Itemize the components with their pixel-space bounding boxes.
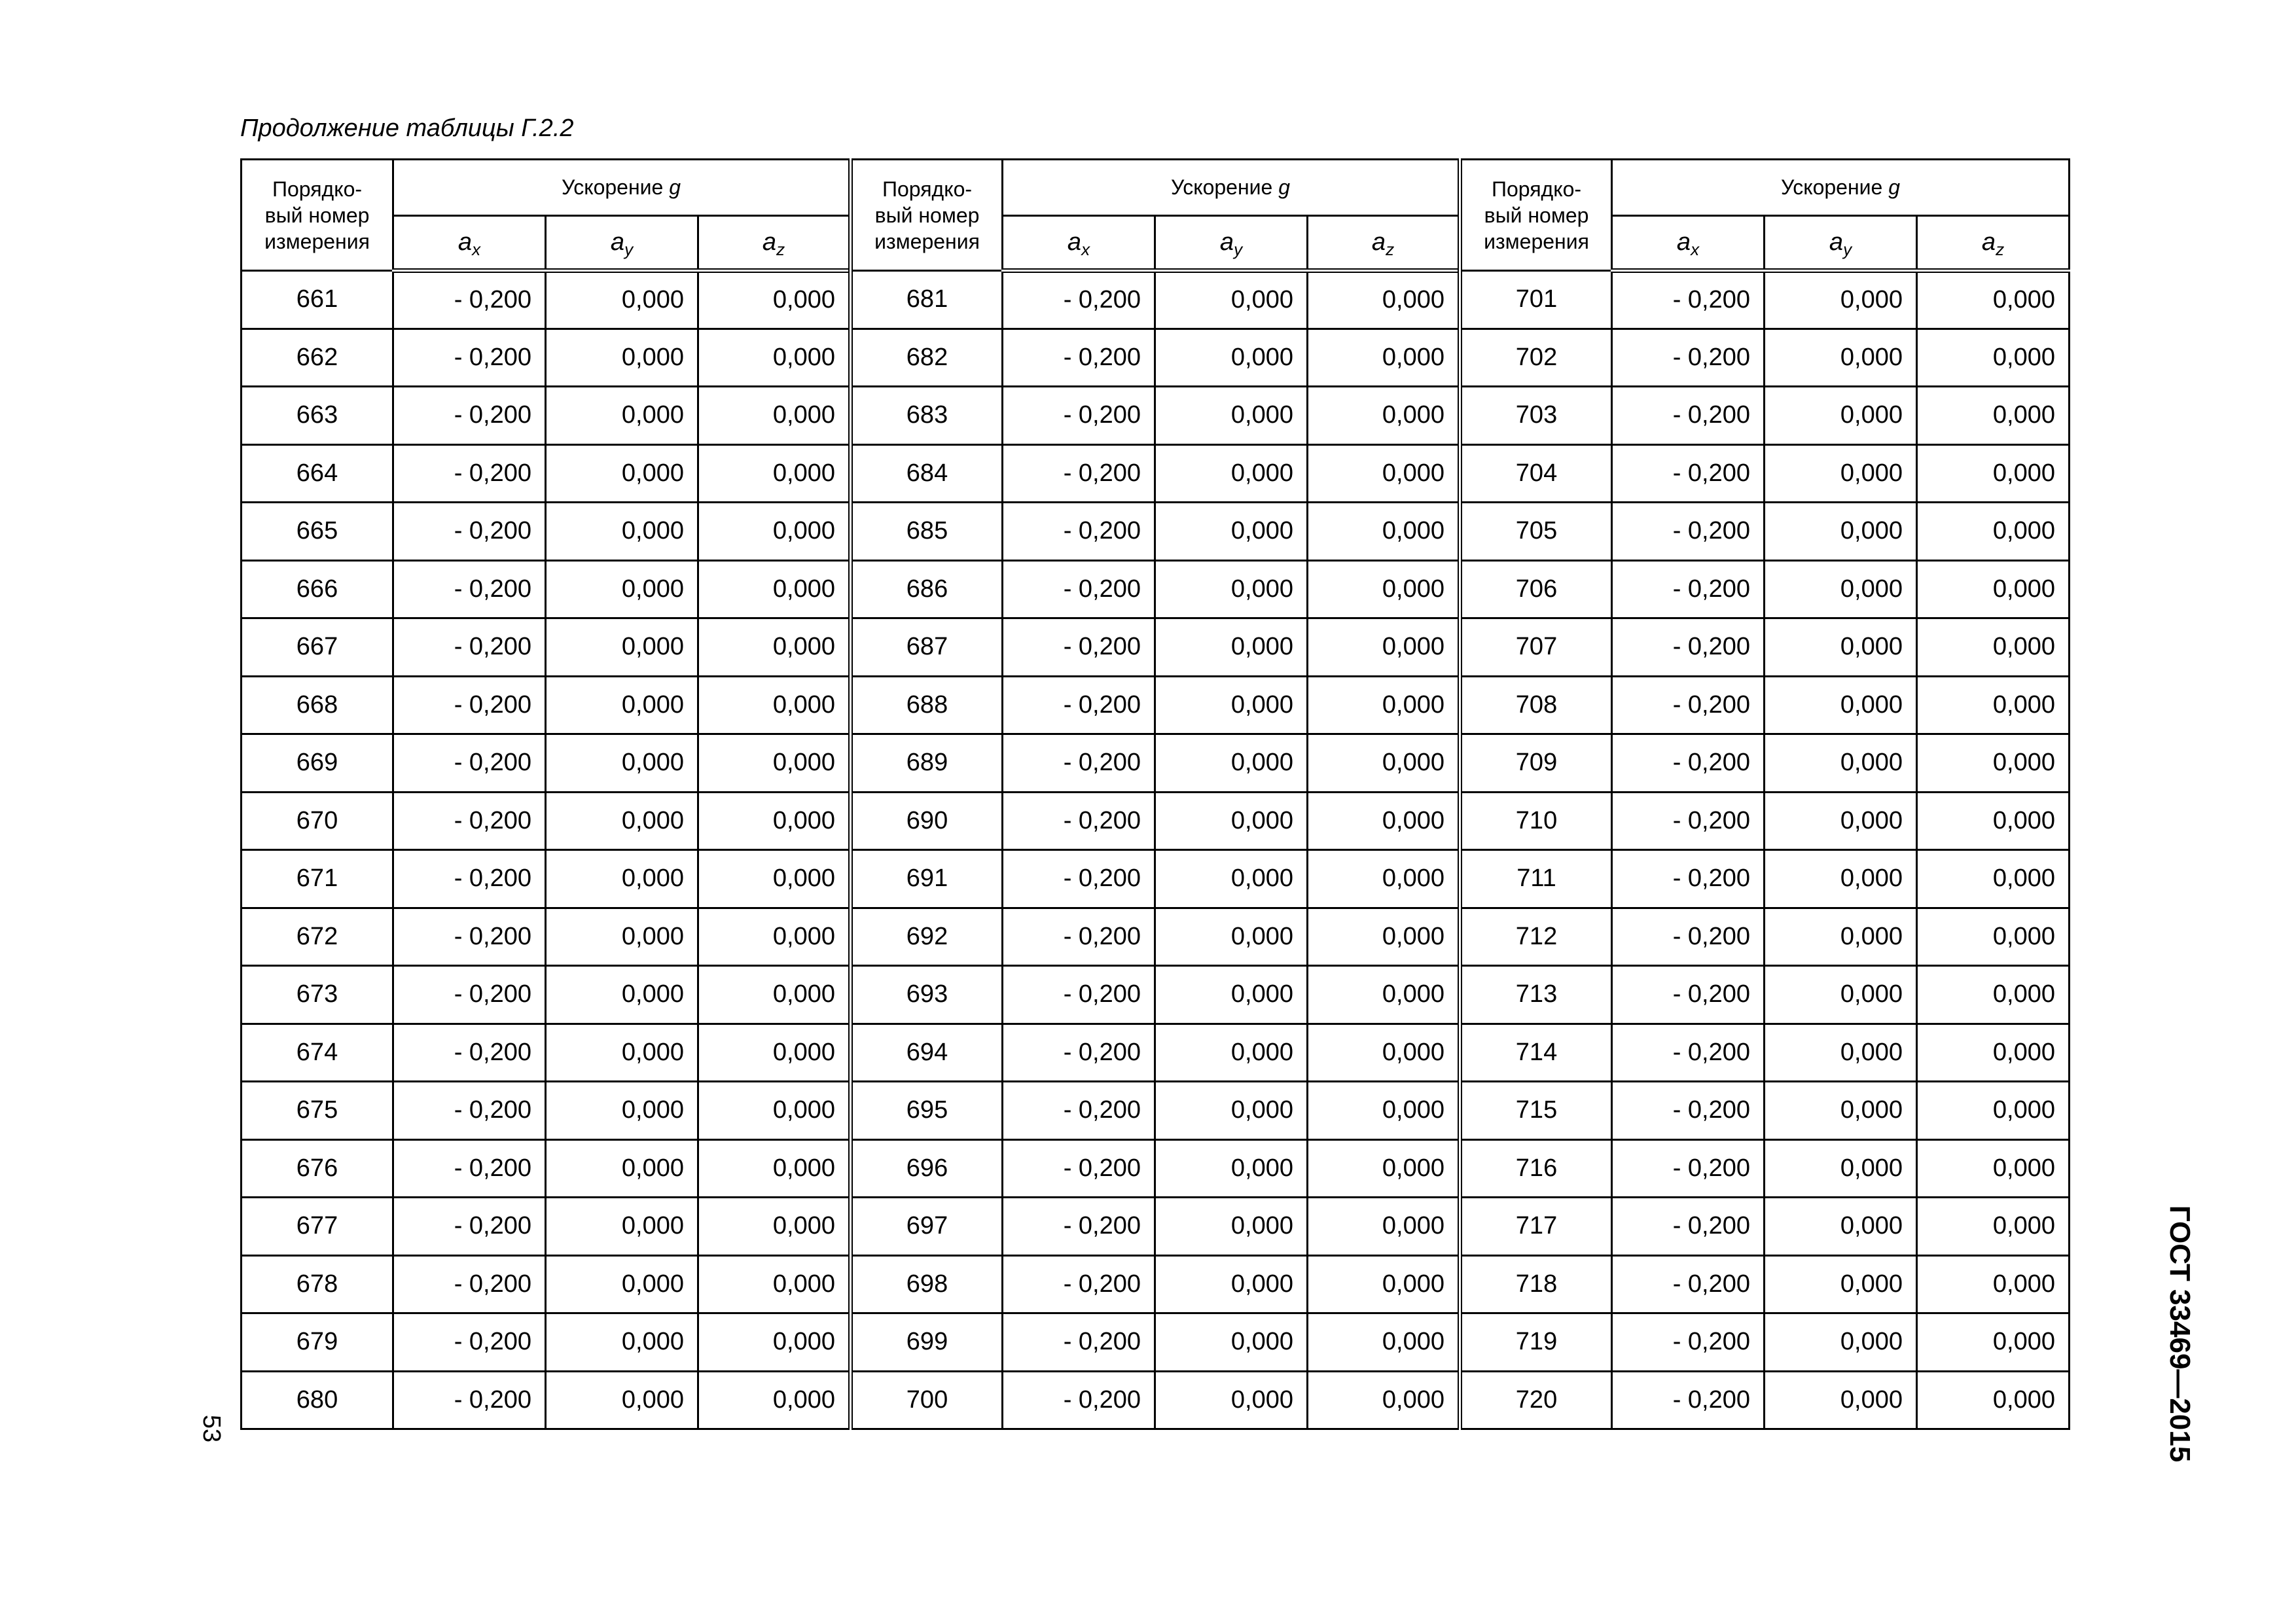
acceleration-cell: 0,000 <box>698 1024 851 1082</box>
measurement-number-cell: 690 <box>851 792 1003 850</box>
acceleration-cell: 0,000 <box>1917 1139 2070 1198</box>
measurement-number-cell: 684 <box>851 444 1003 503</box>
acceleration-cell: 0,000 <box>1308 1313 1460 1372</box>
table-row <box>242 908 2070 966</box>
table-row <box>242 444 2070 503</box>
acceleration-cell: 0,000 <box>1155 850 1308 908</box>
acceleration-cell: 0,000 <box>546 387 698 445</box>
acceleration-cell: 0,000 <box>698 1371 851 1429</box>
acceleration-cell: 0,000 <box>698 966 851 1024</box>
table-row <box>242 966 2070 1024</box>
table-row <box>242 850 2070 908</box>
acceleration-cell: 0,000 <box>1765 1198 1917 1256</box>
acceleration-cell: - 0,200 <box>1612 329 1765 387</box>
acceleration-cell: - 0,200 <box>1003 1255 1155 1313</box>
table-row <box>242 618 2070 677</box>
acceleration-cell: 0,000 <box>1765 1313 1917 1372</box>
acceleration-cell: 0,000 <box>1155 966 1308 1024</box>
acceleration-cell: 0,000 <box>1308 792 1460 850</box>
measurement-number-cell: 705 <box>1460 503 1612 561</box>
table-header <box>242 160 2070 271</box>
acceleration-cell: 0,000 <box>546 618 698 677</box>
measurement-number-cell: 686 <box>851 560 1003 618</box>
measurement-number-cell: 669 <box>242 734 393 793</box>
measurement-number-cell: 680 <box>242 1371 393 1429</box>
header-axis-ax: $a_x$ <box>393 216 546 271</box>
acceleration-cell: - 0,200 <box>1003 734 1155 793</box>
acceleration-cell: 0,000 <box>546 1082 698 1140</box>
acceleration-cell: 0,000 <box>546 850 698 908</box>
acceleration-cell: 0,000 <box>1155 1198 1308 1256</box>
measurement-number-cell: 713 <box>1460 966 1612 1024</box>
acceleration-cell: 0,000 <box>1917 908 2070 966</box>
acceleration-cell: 0,000 <box>1765 1139 1917 1198</box>
document-code: ГОСТ 33469—2015 <box>2164 1205 2196 1463</box>
header-acceleration-group: Ускорение g <box>393 160 851 216</box>
measurement-number-cell: 671 <box>242 850 393 908</box>
header-axis-az: $a_z$ <box>698 216 851 271</box>
acceleration-cell: 0,000 <box>698 908 851 966</box>
acceleration-cell: 0,000 <box>1765 850 1917 908</box>
acceleration-cell: 0,000 <box>1308 1198 1460 1256</box>
acceleration-cell: - 0,200 <box>1003 1139 1155 1198</box>
measurement-number-cell: 661 <box>242 271 393 329</box>
acceleration-cell: - 0,200 <box>393 734 546 793</box>
measurement-number-cell: 699 <box>851 1313 1003 1372</box>
acceleration-cell: 0,000 <box>546 1024 698 1082</box>
acceleration-cell: 0,000 <box>1308 734 1460 793</box>
acceleration-cell: - 0,200 <box>393 676 546 734</box>
acceleration-cell: - 0,200 <box>393 1139 546 1198</box>
acceleration-cell: 0,000 <box>1308 329 1460 387</box>
acceleration-cell: - 0,200 <box>393 1024 546 1082</box>
acceleration-cell: 0,000 <box>1917 1255 2070 1313</box>
measurement-number-cell: 685 <box>851 503 1003 561</box>
acceleration-cell: 0,000 <box>1765 792 1917 850</box>
acceleration-cell: - 0,200 <box>393 1255 546 1313</box>
acceleration-cell: - 0,200 <box>1612 850 1765 908</box>
header-measurement-number: Порядко- вый номер измерения <box>851 160 1003 271</box>
acceleration-cell: 0,000 <box>1155 387 1308 445</box>
measurement-number-cell: 673 <box>242 966 393 1024</box>
acceleration-cell: 0,000 <box>1308 908 1460 966</box>
acceleration-cell: - 0,200 <box>1003 271 1155 329</box>
acceleration-cell: - 0,200 <box>1612 1255 1765 1313</box>
acceleration-cell: 0,000 <box>1155 734 1308 793</box>
acceleration-cell: - 0,200 <box>393 1082 546 1140</box>
measurement-number-cell: 692 <box>851 908 1003 966</box>
measurement-number-cell: 670 <box>242 792 393 850</box>
acceleration-cell: 0,000 <box>698 329 851 387</box>
acceleration-cell: - 0,200 <box>1003 444 1155 503</box>
acceleration-cell: 0,000 <box>1917 387 2070 445</box>
measurement-number-cell: 701 <box>1460 271 1612 329</box>
acceleration-cell: - 0,200 <box>393 1198 546 1256</box>
header-acceleration-group: Ускорение g <box>1612 160 2070 216</box>
measurement-number-cell: 694 <box>851 1024 1003 1082</box>
acceleration-cell: - 0,200 <box>1612 1313 1765 1372</box>
measurement-number-cell: 688 <box>851 676 1003 734</box>
acceleration-cell: 0,000 <box>546 329 698 387</box>
acceleration-cell: 0,000 <box>1917 850 2070 908</box>
acceleration-cell: 0,000 <box>1917 1371 2070 1429</box>
measurement-number-cell: 719 <box>1460 1313 1612 1372</box>
acceleration-cell: - 0,200 <box>1003 966 1155 1024</box>
measurement-number-cell: 672 <box>242 908 393 966</box>
acceleration-cell: 0,000 <box>1308 444 1460 503</box>
acceleration-cell: - 0,200 <box>393 1313 546 1372</box>
acceleration-cell: - 0,200 <box>1003 560 1155 618</box>
acceleration-cell: - 0,200 <box>1003 850 1155 908</box>
acceleration-cell: 0,000 <box>1765 1024 1917 1082</box>
acceleration-cell: 0,000 <box>1917 560 2070 618</box>
acceleration-cell: 0,000 <box>1917 792 2070 850</box>
acceleration-cell: 0,000 <box>698 271 851 329</box>
acceleration-cell: - 0,200 <box>1003 503 1155 561</box>
measurement-number-cell: 703 <box>1460 387 1612 445</box>
acceleration-cell: - 0,200 <box>1003 792 1155 850</box>
acceleration-cell: 0,000 <box>1308 676 1460 734</box>
acceleration-cell: 0,000 <box>698 1198 851 1256</box>
acceleration-cell: 0,000 <box>546 1139 698 1198</box>
acceleration-cell: 0,000 <box>546 1198 698 1256</box>
acceleration-cell: 0,000 <box>546 1313 698 1372</box>
acceleration-cell: 0,000 <box>546 1371 698 1429</box>
acceleration-cell: 0,000 <box>698 1313 851 1372</box>
table-row <box>242 1255 2070 1313</box>
measurement-number-cell: 664 <box>242 444 393 503</box>
acceleration-cell: 0,000 <box>546 734 698 793</box>
measurement-number-cell: 716 <box>1460 1139 1612 1198</box>
measurement-number-cell: 683 <box>851 387 1003 445</box>
acceleration-cell: 0,000 <box>1765 560 1917 618</box>
acceleration-cell: - 0,200 <box>393 444 546 503</box>
acceleration-cell: - 0,200 <box>1003 1024 1155 1082</box>
table-row <box>242 503 2070 561</box>
measurement-number-cell: 715 <box>1460 1082 1612 1140</box>
acceleration-cell: 0,000 <box>1765 387 1917 445</box>
acceleration-cell: 0,000 <box>1155 792 1308 850</box>
acceleration-cell: - 0,200 <box>393 503 546 561</box>
acceleration-cell: - 0,200 <box>1003 1198 1155 1256</box>
header-axis-ay: $a_y$ <box>546 216 698 271</box>
acceleration-cell: - 0,200 <box>393 329 546 387</box>
measurement-number-cell: 720 <box>1460 1371 1612 1429</box>
acceleration-cell: - 0,200 <box>1612 908 1765 966</box>
acceleration-cell: - 0,200 <box>393 850 546 908</box>
measurement-number-cell: 676 <box>242 1139 393 1198</box>
measurement-number-cell: 700 <box>851 1371 1003 1429</box>
acceleration-cell: 0,000 <box>1765 1371 1917 1429</box>
acceleration-cell: 0,000 <box>546 560 698 618</box>
acceleration-cell: 0,000 <box>1308 560 1460 618</box>
acceleration-cell: 0,000 <box>546 792 698 850</box>
acceleration-cell: 0,000 <box>546 966 698 1024</box>
table-row <box>242 329 2070 387</box>
measurement-number-cell: 695 <box>851 1082 1003 1140</box>
acceleration-cell: 0,000 <box>1917 271 2070 329</box>
acceleration-cell: - 0,200 <box>1612 676 1765 734</box>
acceleration-cell: - 0,200 <box>1612 560 1765 618</box>
measurement-number-cell: 693 <box>851 966 1003 1024</box>
acceleration-cell: 0,000 <box>698 560 851 618</box>
acceleration-cell: - 0,200 <box>393 560 546 618</box>
table-row <box>242 1082 2070 1140</box>
acceleration-cell: 0,000 <box>1308 1371 1460 1429</box>
acceleration-cell: 0,000 <box>1308 850 1460 908</box>
measurement-number-cell: 663 <box>242 387 393 445</box>
header-acceleration-group: Ускорение g <box>1003 160 1460 216</box>
data-table <box>240 158 2070 1430</box>
acceleration-cell: 0,000 <box>1308 503 1460 561</box>
measurement-number-cell: 712 <box>1460 908 1612 966</box>
acceleration-cell: 0,000 <box>1765 329 1917 387</box>
acceleration-cell: 0,000 <box>1765 908 1917 966</box>
acceleration-cell: 0,000 <box>1765 503 1917 561</box>
measurement-number-cell: 662 <box>242 329 393 387</box>
table-row <box>242 271 2070 329</box>
acceleration-cell: 0,000 <box>1308 387 1460 445</box>
acceleration-cell: 0,000 <box>698 444 851 503</box>
acceleration-cell: - 0,200 <box>393 1371 546 1429</box>
acceleration-cell: 0,000 <box>1917 1024 2070 1082</box>
acceleration-cell: - 0,200 <box>1612 503 1765 561</box>
acceleration-cell: 0,000 <box>1917 618 2070 677</box>
table-row <box>242 1313 2070 1372</box>
acceleration-cell: 0,000 <box>698 850 851 908</box>
measurement-number-cell: 675 <box>242 1082 393 1140</box>
acceleration-cell: - 0,200 <box>1003 1313 1155 1372</box>
measurement-number-cell: 682 <box>851 329 1003 387</box>
acceleration-cell: - 0,200 <box>1612 271 1765 329</box>
acceleration-cell: - 0,200 <box>393 966 546 1024</box>
acceleration-cell: 0,000 <box>698 387 851 445</box>
measurement-number-cell: 717 <box>1460 1198 1612 1256</box>
acceleration-cell: 0,000 <box>1308 271 1460 329</box>
measurement-number-cell: 697 <box>851 1198 1003 1256</box>
measurement-number-cell: 677 <box>242 1198 393 1256</box>
header-axis-az: $a_z$ <box>1308 216 1460 271</box>
acceleration-cell: - 0,200 <box>1003 1371 1155 1429</box>
acceleration-cell: 0,000 <box>698 503 851 561</box>
acceleration-cell: - 0,200 <box>1003 618 1155 677</box>
acceleration-cell: 0,000 <box>698 676 851 734</box>
measurement-number-cell: 678 <box>242 1255 393 1313</box>
acceleration-cell: 0,000 <box>1765 734 1917 793</box>
acceleration-cell: 0,000 <box>1765 1082 1917 1140</box>
acceleration-cell: 0,000 <box>1308 1082 1460 1140</box>
acceleration-cell: 0,000 <box>1917 1313 2070 1372</box>
header-axis-ay: $a_y$ <box>1765 216 1917 271</box>
acceleration-cell: - 0,200 <box>1612 1024 1765 1082</box>
measurement-number-cell: 707 <box>1460 618 1612 677</box>
acceleration-cell: - 0,200 <box>1612 1371 1765 1429</box>
table-row <box>242 1371 2070 1429</box>
acceleration-cell: - 0,200 <box>1612 792 1765 850</box>
acceleration-cell: 0,000 <box>1308 1139 1460 1198</box>
measurement-number-cell: 718 <box>1460 1255 1612 1313</box>
header-axis-ax: $a_x$ <box>1003 216 1155 271</box>
acceleration-cell: 0,000 <box>1917 966 2070 1024</box>
measurement-number-cell: 687 <box>851 618 1003 677</box>
acceleration-cell: 0,000 <box>546 503 698 561</box>
acceleration-cell: 0,000 <box>1765 1255 1917 1313</box>
acceleration-cell: - 0,200 <box>393 271 546 329</box>
measurement-number-cell: 709 <box>1460 734 1612 793</box>
acceleration-cell: - 0,200 <box>1612 387 1765 445</box>
measurement-number-cell: 689 <box>851 734 1003 793</box>
measurement-number-cell: 666 <box>242 560 393 618</box>
acceleration-cell: 0,000 <box>1155 1024 1308 1082</box>
table-row <box>242 560 2070 618</box>
measurement-number-cell: 704 <box>1460 444 1612 503</box>
measurement-number-cell: 665 <box>242 503 393 561</box>
acceleration-cell: 0,000 <box>1155 1255 1308 1313</box>
acceleration-cell: 0,000 <box>1155 676 1308 734</box>
measurement-number-cell: 667 <box>242 618 393 677</box>
acceleration-cell: 0,000 <box>1917 1082 2070 1140</box>
measurement-number-cell: 668 <box>242 676 393 734</box>
header-axis-ay: $a_y$ <box>1155 216 1308 271</box>
measurement-number-cell: 714 <box>1460 1024 1612 1082</box>
acceleration-cell: 0,000 <box>1308 1255 1460 1313</box>
acceleration-cell: 0,000 <box>1917 444 2070 503</box>
acceleration-cell: - 0,200 <box>1003 1082 1155 1140</box>
measurement-number-cell: 710 <box>1460 792 1612 850</box>
acceleration-cell: 0,000 <box>546 908 698 966</box>
acceleration-cell: - 0,200 <box>1003 387 1155 445</box>
measurement-number-cell: 674 <box>242 1024 393 1082</box>
acceleration-cell: 0,000 <box>1917 503 2070 561</box>
measurement-number-cell: 681 <box>851 271 1003 329</box>
acceleration-cell: 0,000 <box>1155 1313 1308 1372</box>
table-row <box>242 1198 2070 1256</box>
measurement-number-cell: 702 <box>1460 329 1612 387</box>
acceleration-cell: 0,000 <box>698 1082 851 1140</box>
table-row <box>242 792 2070 850</box>
acceleration-cell: - 0,200 <box>393 618 546 677</box>
acceleration-cell: 0,000 <box>546 1255 698 1313</box>
acceleration-cell: 0,000 <box>698 1255 851 1313</box>
acceleration-cell: 0,000 <box>1155 271 1308 329</box>
acceleration-cell: 0,000 <box>546 676 698 734</box>
acceleration-cell: - 0,200 <box>393 908 546 966</box>
acceleration-cell: 0,000 <box>1308 1024 1460 1082</box>
acceleration-cell: 0,000 <box>1917 329 2070 387</box>
acceleration-cell: 0,000 <box>546 444 698 503</box>
acceleration-cell: - 0,200 <box>1612 618 1765 677</box>
table-row <box>242 676 2070 734</box>
acceleration-cell: 0,000 <box>1155 560 1308 618</box>
page-number: 53 <box>198 1414 225 1443</box>
acceleration-cell: - 0,200 <box>393 792 546 850</box>
acceleration-cell: - 0,200 <box>1003 908 1155 966</box>
table-row <box>242 1139 2070 1198</box>
acceleration-cell: 0,000 <box>1155 618 1308 677</box>
acceleration-cell: 0,000 <box>698 1139 851 1198</box>
measurement-number-cell: 708 <box>1460 676 1612 734</box>
acceleration-cell: 0,000 <box>1308 966 1460 1024</box>
measurement-number-cell: 711 <box>1460 850 1612 908</box>
acceleration-cell: 0,000 <box>1155 1139 1308 1198</box>
acceleration-cell: - 0,200 <box>1612 966 1765 1024</box>
acceleration-cell: 0,000 <box>1765 676 1917 734</box>
table-row <box>242 734 2070 793</box>
acceleration-cell: - 0,200 <box>1612 1082 1765 1140</box>
measurement-number-cell: 698 <box>851 1255 1003 1313</box>
measurement-number-cell: 706 <box>1460 560 1612 618</box>
measurement-number-cell: 679 <box>242 1313 393 1372</box>
acceleration-cell: - 0,200 <box>1612 1198 1765 1256</box>
acceleration-cell: 0,000 <box>1155 503 1308 561</box>
acceleration-cell: 0,000 <box>1155 1082 1308 1140</box>
acceleration-cell: 0,000 <box>698 792 851 850</box>
acceleration-cell: 0,000 <box>1765 271 1917 329</box>
acceleration-cell: 0,000 <box>1765 966 1917 1024</box>
acceleration-cell: - 0,200 <box>1612 1139 1765 1198</box>
acceleration-cell: 0,000 <box>1917 734 2070 793</box>
acceleration-cell: 0,000 <box>1308 618 1460 677</box>
acceleration-cell: 0,000 <box>1917 1198 2070 1256</box>
acceleration-cell: 0,000 <box>1917 676 2070 734</box>
header-measurement-number: Порядко- вый номер измерения <box>242 160 393 271</box>
table-row <box>242 1024 2070 1082</box>
acceleration-cell: - 0,200 <box>1003 329 1155 387</box>
acceleration-cell: 0,000 <box>1155 329 1308 387</box>
table-row <box>242 387 2070 445</box>
measurement-number-cell: 696 <box>851 1139 1003 1198</box>
acceleration-cell: - 0,200 <box>1612 734 1765 793</box>
table-caption: Продолжение таблицы Г.2.2 <box>240 115 574 142</box>
acceleration-cell: 0,000 <box>546 271 698 329</box>
acceleration-cell: 0,000 <box>1155 908 1308 966</box>
acceleration-cell: - 0,200 <box>1612 444 1765 503</box>
measurement-number-cell: 691 <box>851 850 1003 908</box>
acceleration-cell: 0,000 <box>1155 444 1308 503</box>
acceleration-cell: 0,000 <box>1765 444 1917 503</box>
acceleration-cell: - 0,200 <box>1003 676 1155 734</box>
table-body <box>242 271 2070 1429</box>
header-axis-az: $a_z$ <box>1917 216 2070 271</box>
header-axis-ax: $a_x$ <box>1612 216 1765 271</box>
acceleration-cell: 0,000 <box>1155 1371 1308 1429</box>
acceleration-cell: 0,000 <box>1765 618 1917 677</box>
header-measurement-number: Порядко- вый номер измерения <box>1460 160 1612 271</box>
acceleration-cell: 0,000 <box>698 734 851 793</box>
acceleration-cell: 0,000 <box>698 618 851 677</box>
acceleration-cell: - 0,200 <box>393 387 546 445</box>
